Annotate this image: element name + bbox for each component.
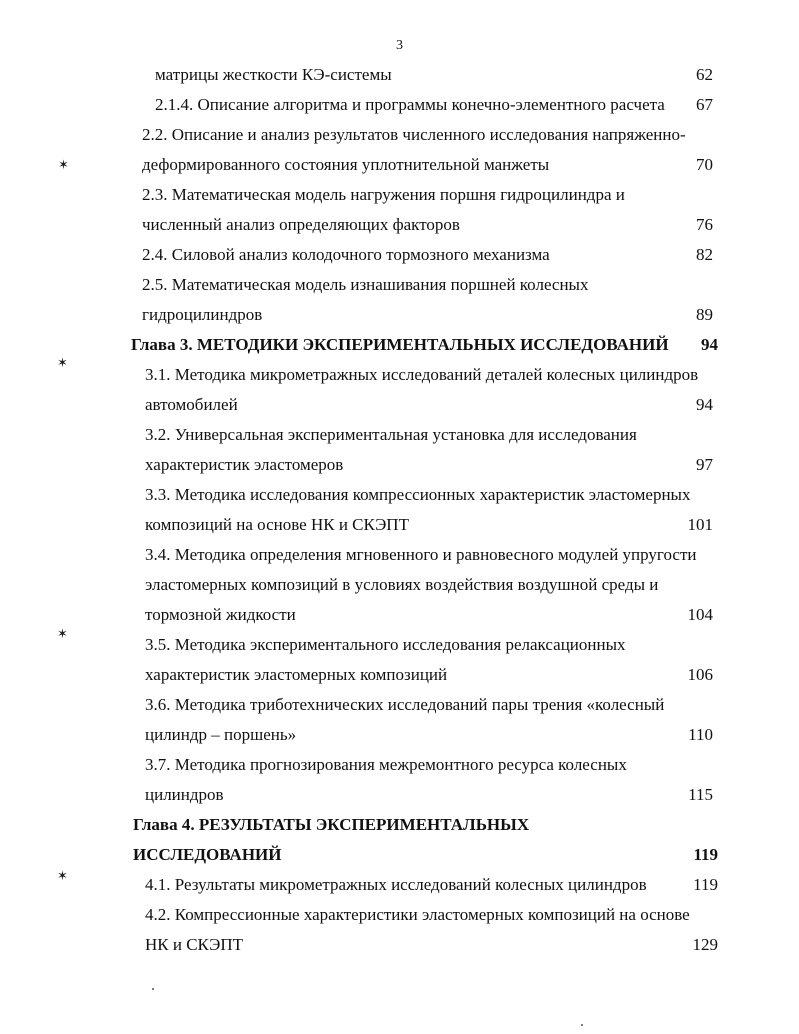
toc-text: 3.5. Методика экспериментального исследования релаксационных: [145, 635, 626, 654]
toc-page: 94: [696, 395, 713, 414]
toc-text: эластомерных композиций в условиях воздействия воздушной среды и: [145, 575, 659, 594]
toc-line: [145, 393, 713, 417]
toc-line: [145, 453, 713, 477]
binding-mark-icon: ✶: [57, 356, 68, 371]
toc-line: [145, 933, 718, 957]
toc-line: [145, 573, 713, 597]
toc-line: [145, 663, 713, 687]
toc-line: [142, 123, 713, 147]
toc-page: 119: [693, 875, 718, 894]
toc-page: 97: [696, 455, 713, 474]
toc-text: 3.2. Универсальная экспериментальная установка для исследования: [145, 425, 637, 444]
toc-text: НК и СКЭПТ: [145, 935, 243, 954]
toc-text: ИССЛЕДОВАНИЙ: [133, 845, 282, 864]
toc-line: [142, 303, 713, 327]
toc-text: характеристик эластомерных композиций: [145, 665, 448, 684]
toc-page: 110: [688, 725, 713, 744]
toc-line: [145, 513, 713, 537]
toc-text: 2.2. Описание и анализ результатов численного исследования напряженно-: [142, 125, 686, 144]
toc-text: автомобилей: [145, 395, 238, 414]
binding-mark-icon: ✶: [58, 158, 69, 173]
toc-page: 129: [692, 935, 718, 954]
toc-text: 3.4. Методика определения мгновенного и равновесного модулей упругости: [145, 545, 697, 564]
toc-page: 89: [696, 305, 713, 324]
toc-text: 3.7. Методика прогнозирования межремонтного ресурса колесных: [145, 755, 627, 774]
toc-page: 106: [687, 665, 713, 684]
toc-line: [142, 183, 713, 207]
binding-mark-icon: ✶: [57, 627, 68, 642]
toc-text: 2.4. Силовой анализ колодочного тормозного механизма: [142, 245, 550, 264]
toc-text: цилиндров: [145, 785, 224, 804]
toc-page: 101: [687, 515, 713, 534]
toc-text: численный анализ определяющих факторов: [142, 215, 460, 234]
toc-text: 2.3. Математическая модель нагружения поршня гидроцилиндра и: [142, 185, 625, 204]
page-number: 3: [396, 38, 403, 53]
toc-text: гидроцилиндров: [142, 305, 263, 324]
binding-mark-icon: ✶: [57, 869, 68, 884]
toc-text: композиций на основе НК и СКЭПТ: [145, 515, 409, 534]
toc-page: 76: [696, 215, 713, 234]
toc-line: [155, 63, 713, 87]
toc-line: [142, 213, 713, 237]
toc-page: 115: [688, 785, 713, 804]
toc-text: Глава 4. РЕЗУЛЬТАТЫ ЭКСПЕРИМЕНТАЛЬНЫХ: [133, 815, 530, 834]
toc-line: [142, 153, 713, 177]
toc-line: [142, 273, 713, 297]
toc-text: 3.6. Методика триботехнических исследований пары трения «колесный: [145, 695, 665, 714]
toc-line: [155, 93, 713, 117]
toc-page: 82: [696, 245, 713, 264]
toc-text: деформированного состояния уплотнительной манжеты: [142, 155, 550, 174]
toc-text: 3.3. Методика исследования компрессионных характеристик эластомерных: [145, 485, 691, 504]
toc-text: Глава 3. МЕТОДИКИ ЭКСПЕРИМЕНТАЛЬНЫХ ИССЛЕДОВАНИЙ: [131, 335, 669, 354]
chapter-heading: [131, 333, 718, 357]
toc-line: [145, 543, 713, 567]
toc-text: тормозной жидкости: [145, 605, 296, 624]
toc-line: [145, 873, 718, 897]
toc-text: характеристик эластомеров: [145, 455, 344, 474]
toc-line: [145, 783, 713, 807]
chapter-heading: [133, 843, 718, 867]
scan-speck: [152, 988, 154, 990]
toc-line: [145, 753, 713, 777]
toc-line: [142, 243, 713, 267]
toc-line: [145, 603, 713, 627]
toc-page: 104: [687, 605, 713, 624]
toc-text: матрицы жесткости КЭ-системы: [155, 65, 392, 84]
toc-line: [145, 633, 713, 657]
toc-text: 4.1. Результаты микрометражных исследований колесных цилиндров: [145, 875, 647, 894]
toc-line: [145, 363, 713, 387]
toc-page: 119: [693, 845, 718, 864]
scan-speck: [581, 1024, 583, 1026]
toc-text: 4.2. Компрессионные характеристики эластомерных композиций на основе: [145, 905, 690, 924]
toc-page: 67: [696, 95, 713, 114]
toc-text: 2.1.4. Описание алгоритма и программы конечно-элементного расчета: [155, 95, 665, 114]
toc-text: цилиндр – поршень»: [145, 725, 297, 744]
toc-page: 70: [696, 155, 713, 174]
toc-page: 94: [701, 335, 718, 354]
chapter-heading: [133, 813, 718, 837]
toc-text: 2.5. Математическая модель изнашивания поршней колесных: [142, 275, 589, 294]
toc-line: [145, 483, 713, 507]
toc-line: [145, 693, 713, 717]
toc-text: 3.1. Методика микрометражных исследований деталей колесных цилиндров: [145, 365, 699, 384]
toc-line: [145, 723, 713, 747]
toc-page: 62: [696, 65, 713, 84]
toc-line: [145, 903, 718, 927]
toc-line: [145, 423, 713, 447]
